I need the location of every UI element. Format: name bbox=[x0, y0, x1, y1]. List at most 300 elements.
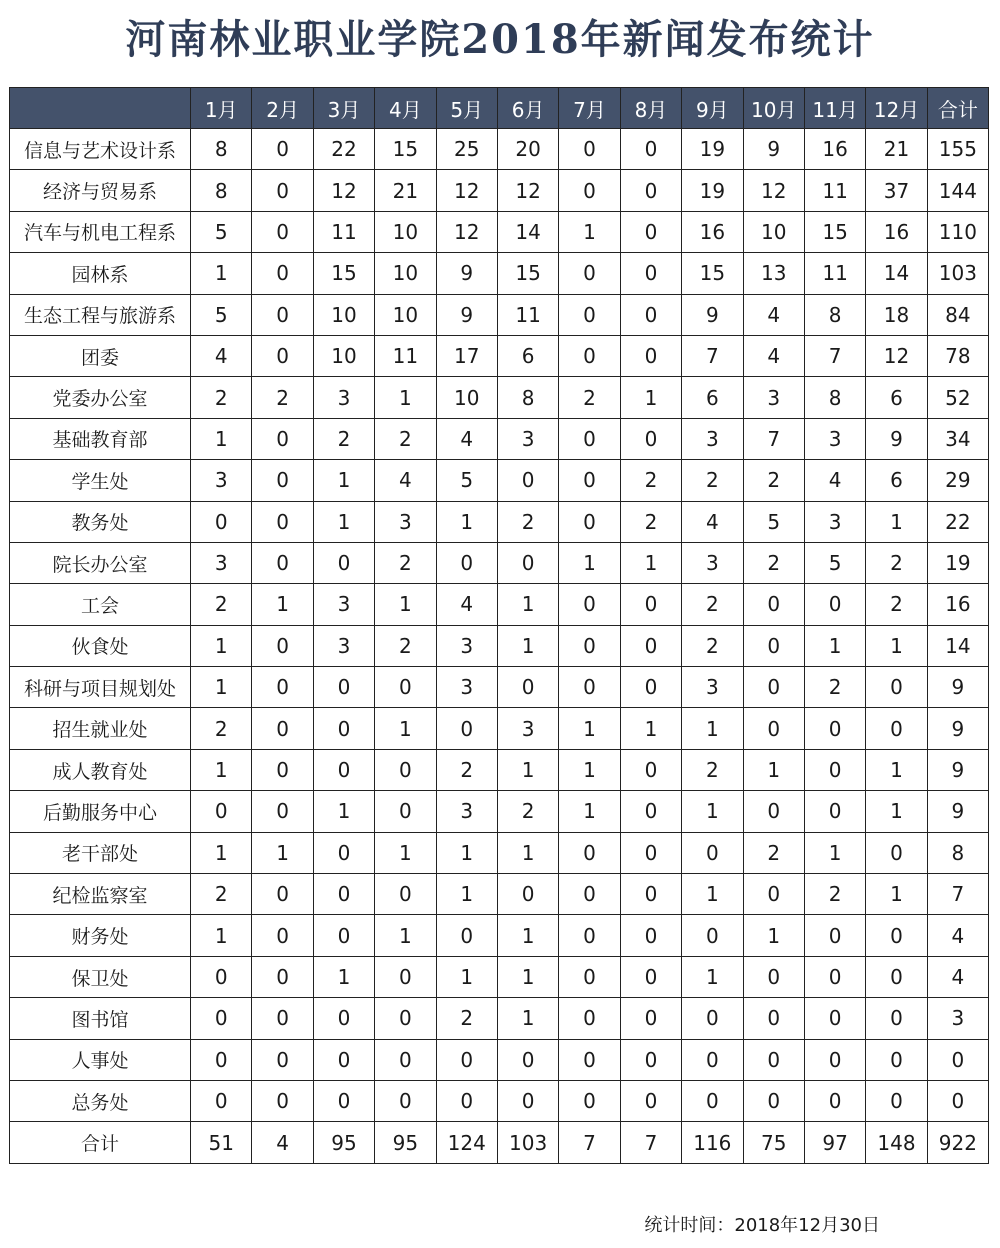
value-cell: 0 bbox=[743, 708, 804, 749]
column-header: 2月 bbox=[252, 88, 313, 129]
table-row bbox=[10, 708, 989, 749]
department-name: 团委 bbox=[10, 335, 191, 376]
department-name: 合计 bbox=[10, 1122, 191, 1164]
value-cell: 0 bbox=[313, 749, 374, 790]
value-cell: 2 bbox=[682, 625, 743, 666]
value-cell: 0 bbox=[620, 791, 681, 832]
value-cell: 0 bbox=[497, 460, 558, 501]
table-row bbox=[10, 584, 989, 625]
value-cell: 0 bbox=[252, 129, 313, 170]
value-cell: 1 bbox=[375, 832, 436, 873]
value-cell: 8 bbox=[804, 294, 865, 335]
value-cell: 3 bbox=[191, 460, 252, 501]
value-cell: 7 bbox=[804, 335, 865, 376]
value-cell: 0 bbox=[866, 956, 927, 997]
value-cell: 25 bbox=[436, 129, 497, 170]
value-cell: 0 bbox=[866, 915, 927, 956]
value-cell: 6 bbox=[866, 460, 927, 501]
value-cell: 1 bbox=[620, 708, 681, 749]
value-cell: 0 bbox=[559, 832, 620, 873]
row-total-cell: 52 bbox=[927, 377, 988, 418]
department-name: 学生处 bbox=[10, 460, 191, 501]
department-name: 保卫处 bbox=[10, 956, 191, 997]
column-header: 5月 bbox=[436, 88, 497, 129]
value-cell: 1 bbox=[313, 460, 374, 501]
value-cell: 0 bbox=[559, 625, 620, 666]
value-cell: 15 bbox=[804, 211, 865, 252]
value-cell: 1 bbox=[682, 791, 743, 832]
value-cell: 1 bbox=[743, 915, 804, 956]
department-name: 总务处 bbox=[10, 1080, 191, 1121]
column-header: 合计 bbox=[927, 88, 988, 129]
value-cell: 0 bbox=[191, 956, 252, 997]
value-cell: 0 bbox=[804, 749, 865, 790]
value-cell: 3 bbox=[743, 377, 804, 418]
value-cell: 1 bbox=[313, 501, 374, 542]
value-cell: 2 bbox=[191, 584, 252, 625]
table-row bbox=[10, 460, 989, 501]
table-row bbox=[10, 253, 989, 294]
row-total-cell: 7 bbox=[927, 874, 988, 915]
value-cell: 0 bbox=[252, 1039, 313, 1080]
row-total-cell: 29 bbox=[927, 460, 988, 501]
table-row bbox=[10, 791, 989, 832]
value-cell: 0 bbox=[559, 998, 620, 1039]
value-cell: 9 bbox=[866, 418, 927, 459]
value-cell: 0 bbox=[191, 501, 252, 542]
value-cell: 0 bbox=[252, 418, 313, 459]
value-cell: 6 bbox=[497, 335, 558, 376]
table-row bbox=[10, 667, 989, 708]
page-title: 河南林业职业学院2018年新闻发布统计 bbox=[125, 16, 875, 63]
value-cell: 0 bbox=[682, 998, 743, 1039]
value-cell: 0 bbox=[620, 625, 681, 666]
value-cell: 4 bbox=[191, 335, 252, 376]
value-cell: 0 bbox=[559, 1080, 620, 1121]
table-row bbox=[10, 915, 989, 956]
value-cell: 0 bbox=[620, 915, 681, 956]
value-cell: 1 bbox=[497, 584, 558, 625]
value-cell: 0 bbox=[743, 998, 804, 1039]
value-cell: 4 bbox=[682, 501, 743, 542]
value-cell: 1 bbox=[313, 956, 374, 997]
value-cell: 116 bbox=[682, 1122, 743, 1164]
department-name: 纪检监察室 bbox=[10, 874, 191, 915]
value-cell: 3 bbox=[804, 418, 865, 459]
value-cell: 12 bbox=[436, 170, 497, 211]
value-cell: 0 bbox=[559, 335, 620, 376]
value-cell: 16 bbox=[682, 211, 743, 252]
value-cell: 1 bbox=[620, 377, 681, 418]
value-cell: 0 bbox=[559, 584, 620, 625]
table-row bbox=[10, 377, 989, 418]
value-cell: 1 bbox=[191, 418, 252, 459]
department-name: 财务处 bbox=[10, 915, 191, 956]
department-name: 老干部处 bbox=[10, 832, 191, 873]
value-cell: 1 bbox=[252, 584, 313, 625]
value-cell: 0 bbox=[375, 998, 436, 1039]
table-row bbox=[10, 998, 989, 1039]
value-cell: 0 bbox=[313, 708, 374, 749]
value-cell: 2 bbox=[620, 501, 681, 542]
value-cell: 0 bbox=[313, 1039, 374, 1080]
value-cell: 10 bbox=[743, 211, 804, 252]
department-name: 教务处 bbox=[10, 501, 191, 542]
value-cell: 0 bbox=[559, 501, 620, 542]
value-cell: 0 bbox=[191, 1080, 252, 1121]
value-cell: 1 bbox=[436, 956, 497, 997]
value-cell: 0 bbox=[743, 584, 804, 625]
value-cell: 2 bbox=[682, 460, 743, 501]
row-total-cell: 9 bbox=[927, 667, 988, 708]
value-cell: 3 bbox=[497, 708, 558, 749]
value-cell: 1 bbox=[497, 832, 558, 873]
value-cell: 0 bbox=[252, 1080, 313, 1121]
value-cell: 0 bbox=[682, 1080, 743, 1121]
row-total-cell: 155 bbox=[927, 129, 988, 170]
value-cell: 1 bbox=[497, 915, 558, 956]
table-row bbox=[10, 749, 989, 790]
table-row bbox=[10, 294, 989, 335]
value-cell: 0 bbox=[252, 294, 313, 335]
value-cell: 14 bbox=[497, 211, 558, 252]
table-header bbox=[10, 88, 989, 129]
value-cell: 1 bbox=[191, 915, 252, 956]
value-cell: 2 bbox=[497, 501, 558, 542]
value-cell: 0 bbox=[743, 874, 804, 915]
value-cell: 97 bbox=[804, 1122, 865, 1164]
value-cell: 0 bbox=[497, 667, 558, 708]
value-cell: 0 bbox=[497, 542, 558, 583]
value-cell: 3 bbox=[313, 377, 374, 418]
value-cell: 2 bbox=[313, 418, 374, 459]
department-name: 伙食处 bbox=[10, 625, 191, 666]
value-cell: 17 bbox=[436, 335, 497, 376]
table-row bbox=[10, 211, 989, 252]
row-total-cell: 78 bbox=[927, 335, 988, 376]
value-cell: 3 bbox=[436, 791, 497, 832]
value-cell: 0 bbox=[436, 1080, 497, 1121]
value-cell: 9 bbox=[682, 294, 743, 335]
value-cell: 1 bbox=[559, 749, 620, 790]
value-cell: 12 bbox=[743, 170, 804, 211]
value-cell: 0 bbox=[252, 874, 313, 915]
department-name: 基础教育部 bbox=[10, 418, 191, 459]
value-cell: 1 bbox=[866, 501, 927, 542]
value-cell: 0 bbox=[743, 625, 804, 666]
value-cell: 0 bbox=[804, 791, 865, 832]
value-cell: 14 bbox=[866, 253, 927, 294]
value-cell: 1 bbox=[559, 791, 620, 832]
value-cell: 0 bbox=[804, 1039, 865, 1080]
value-cell: 3 bbox=[436, 625, 497, 666]
value-cell: 15 bbox=[497, 253, 558, 294]
department-name: 人事处 bbox=[10, 1039, 191, 1080]
column-header: 10月 bbox=[743, 88, 804, 129]
row-total-cell: 922 bbox=[927, 1122, 988, 1164]
value-cell: 1 bbox=[559, 211, 620, 252]
value-cell: 19 bbox=[682, 129, 743, 170]
table-row bbox=[10, 832, 989, 873]
value-cell: 0 bbox=[743, 791, 804, 832]
value-cell: 0 bbox=[191, 1039, 252, 1080]
value-cell: 2 bbox=[559, 377, 620, 418]
value-cell: 0 bbox=[620, 832, 681, 873]
table-row bbox=[10, 501, 989, 542]
value-cell: 0 bbox=[252, 335, 313, 376]
value-cell: 0 bbox=[620, 956, 681, 997]
value-cell: 2 bbox=[743, 460, 804, 501]
value-cell: 11 bbox=[497, 294, 558, 335]
value-cell: 0 bbox=[559, 129, 620, 170]
value-cell: 12 bbox=[497, 170, 558, 211]
department-name: 汽车与机电工程系 bbox=[10, 211, 191, 252]
table-row bbox=[10, 170, 989, 211]
value-cell: 2 bbox=[436, 998, 497, 1039]
value-cell: 7 bbox=[620, 1122, 681, 1164]
value-cell: 51 bbox=[191, 1122, 252, 1164]
value-cell: 2 bbox=[804, 667, 865, 708]
value-cell: 1 bbox=[866, 791, 927, 832]
value-cell: 0 bbox=[252, 542, 313, 583]
value-cell: 3 bbox=[804, 501, 865, 542]
value-cell: 0 bbox=[252, 170, 313, 211]
value-cell: 7 bbox=[743, 418, 804, 459]
value-cell: 0 bbox=[497, 874, 558, 915]
value-cell: 95 bbox=[375, 1122, 436, 1164]
value-cell: 1 bbox=[866, 625, 927, 666]
value-cell: 0 bbox=[559, 294, 620, 335]
value-cell: 2 bbox=[866, 584, 927, 625]
value-cell: 18 bbox=[866, 294, 927, 335]
value-cell: 3 bbox=[497, 418, 558, 459]
value-cell: 0 bbox=[252, 253, 313, 294]
column-header: 7月 bbox=[559, 88, 620, 129]
value-cell: 0 bbox=[804, 915, 865, 956]
value-cell: 2 bbox=[620, 460, 681, 501]
value-cell: 2 bbox=[682, 749, 743, 790]
value-cell: 4 bbox=[436, 584, 497, 625]
row-total-cell: 9 bbox=[927, 749, 988, 790]
value-cell: 0 bbox=[620, 294, 681, 335]
value-cell: 12 bbox=[866, 335, 927, 376]
value-cell: 0 bbox=[191, 998, 252, 1039]
value-cell: 1 bbox=[497, 625, 558, 666]
table-row bbox=[10, 1039, 989, 1080]
header-row bbox=[10, 88, 989, 129]
value-cell: 0 bbox=[436, 542, 497, 583]
value-cell: 5 bbox=[804, 542, 865, 583]
department-name: 后勤服务中心 bbox=[10, 791, 191, 832]
value-cell: 1 bbox=[682, 708, 743, 749]
value-cell: 0 bbox=[497, 1039, 558, 1080]
value-cell: 0 bbox=[804, 708, 865, 749]
value-cell: 0 bbox=[620, 418, 681, 459]
value-cell: 12 bbox=[436, 211, 497, 252]
value-cell: 3 bbox=[682, 667, 743, 708]
value-cell: 2 bbox=[682, 584, 743, 625]
value-cell: 3 bbox=[682, 542, 743, 583]
value-cell: 1 bbox=[866, 749, 927, 790]
value-cell: 1 bbox=[191, 667, 252, 708]
value-cell: 3 bbox=[313, 625, 374, 666]
value-cell: 0 bbox=[620, 584, 681, 625]
row-total-cell: 144 bbox=[927, 170, 988, 211]
table-row bbox=[10, 956, 989, 997]
row-total-cell: 9 bbox=[927, 708, 988, 749]
value-cell: 0 bbox=[313, 832, 374, 873]
value-cell: 0 bbox=[559, 460, 620, 501]
header-corner bbox=[10, 88, 191, 129]
value-cell: 10 bbox=[313, 294, 374, 335]
value-cell: 15 bbox=[682, 253, 743, 294]
value-cell: 2 bbox=[743, 832, 804, 873]
value-cell: 95 bbox=[313, 1122, 374, 1164]
value-cell: 0 bbox=[497, 1080, 558, 1121]
row-total-cell: 16 bbox=[927, 584, 988, 625]
value-cell: 2 bbox=[804, 874, 865, 915]
value-cell: 0 bbox=[743, 1080, 804, 1121]
value-cell: 1 bbox=[375, 377, 436, 418]
value-cell: 0 bbox=[252, 915, 313, 956]
row-total-cell: 19 bbox=[927, 542, 988, 583]
value-cell: 0 bbox=[804, 1080, 865, 1121]
column-header: 4月 bbox=[375, 88, 436, 129]
value-cell: 5 bbox=[436, 460, 497, 501]
value-cell: 5 bbox=[191, 211, 252, 252]
value-cell: 0 bbox=[559, 1039, 620, 1080]
value-cell: 0 bbox=[252, 460, 313, 501]
value-cell: 0 bbox=[620, 129, 681, 170]
value-cell: 3 bbox=[436, 667, 497, 708]
value-cell: 1 bbox=[191, 625, 252, 666]
value-cell: 1 bbox=[620, 542, 681, 583]
value-cell: 0 bbox=[252, 625, 313, 666]
value-cell: 20 bbox=[497, 129, 558, 170]
value-cell: 11 bbox=[804, 170, 865, 211]
table-row bbox=[10, 1080, 989, 1121]
column-header: 9月 bbox=[682, 88, 743, 129]
value-cell: 1 bbox=[191, 749, 252, 790]
department-name: 招生就业处 bbox=[10, 708, 191, 749]
value-cell: 0 bbox=[804, 998, 865, 1039]
department-name: 经济与贸易系 bbox=[10, 170, 191, 211]
row-total-cell: 84 bbox=[927, 294, 988, 335]
value-cell: 2 bbox=[375, 418, 436, 459]
value-cell: 0 bbox=[559, 915, 620, 956]
value-cell: 10 bbox=[436, 377, 497, 418]
value-cell: 1 bbox=[743, 749, 804, 790]
value-cell: 1 bbox=[252, 832, 313, 873]
value-cell: 1 bbox=[804, 625, 865, 666]
value-cell: 1 bbox=[436, 874, 497, 915]
value-cell: 1 bbox=[191, 832, 252, 873]
value-cell: 22 bbox=[313, 129, 374, 170]
value-cell: 9 bbox=[436, 253, 497, 294]
value-cell: 103 bbox=[497, 1122, 558, 1164]
value-cell: 0 bbox=[620, 998, 681, 1039]
table-body bbox=[10, 129, 989, 1164]
value-cell: 0 bbox=[743, 667, 804, 708]
value-cell: 0 bbox=[313, 542, 374, 583]
value-cell: 0 bbox=[866, 667, 927, 708]
value-cell: 0 bbox=[559, 874, 620, 915]
value-cell: 0 bbox=[804, 956, 865, 997]
value-cell: 21 bbox=[375, 170, 436, 211]
value-cell: 0 bbox=[620, 749, 681, 790]
department-name: 园林系 bbox=[10, 253, 191, 294]
value-cell: 1 bbox=[497, 956, 558, 997]
value-cell: 2 bbox=[191, 874, 252, 915]
department-name: 科研与项目规划处 bbox=[10, 667, 191, 708]
table-row bbox=[10, 874, 989, 915]
column-header: 1月 bbox=[191, 88, 252, 129]
column-header: 3月 bbox=[313, 88, 374, 129]
value-cell: 19 bbox=[682, 170, 743, 211]
value-cell: 0 bbox=[620, 170, 681, 211]
value-cell: 15 bbox=[313, 253, 374, 294]
value-cell: 10 bbox=[375, 211, 436, 252]
department-name: 党委办公室 bbox=[10, 377, 191, 418]
value-cell: 0 bbox=[436, 708, 497, 749]
value-cell: 0 bbox=[252, 501, 313, 542]
row-total-cell: 110 bbox=[927, 211, 988, 252]
value-cell: 0 bbox=[620, 1039, 681, 1080]
value-cell: 0 bbox=[436, 915, 497, 956]
value-cell: 1 bbox=[436, 832, 497, 873]
total-row bbox=[10, 1122, 989, 1164]
row-total-cell: 34 bbox=[927, 418, 988, 459]
value-cell: 0 bbox=[559, 170, 620, 211]
row-total-cell: 0 bbox=[927, 1080, 988, 1121]
value-cell: 12 bbox=[313, 170, 374, 211]
value-cell: 0 bbox=[313, 998, 374, 1039]
value-cell: 0 bbox=[620, 1080, 681, 1121]
value-cell: 1 bbox=[804, 832, 865, 873]
row-total-cell: 22 bbox=[927, 501, 988, 542]
value-cell: 0 bbox=[866, 708, 927, 749]
value-cell: 2 bbox=[436, 749, 497, 790]
value-cell: 7 bbox=[682, 335, 743, 376]
value-cell: 0 bbox=[559, 667, 620, 708]
value-cell: 13 bbox=[743, 253, 804, 294]
value-cell: 4 bbox=[436, 418, 497, 459]
table-row bbox=[10, 625, 989, 666]
value-cell: 124 bbox=[436, 1122, 497, 1164]
value-cell: 1 bbox=[375, 915, 436, 956]
value-cell: 1 bbox=[436, 501, 497, 542]
table-row bbox=[10, 542, 989, 583]
value-cell: 0 bbox=[313, 915, 374, 956]
value-cell: 5 bbox=[191, 294, 252, 335]
department-name: 信息与艺术设计系 bbox=[10, 129, 191, 170]
value-cell: 1 bbox=[375, 708, 436, 749]
value-cell: 0 bbox=[559, 418, 620, 459]
value-cell: 3 bbox=[375, 501, 436, 542]
value-cell: 6 bbox=[682, 377, 743, 418]
value-cell: 1 bbox=[866, 874, 927, 915]
value-cell: 16 bbox=[866, 211, 927, 252]
value-cell: 5 bbox=[743, 501, 804, 542]
value-cell: 1 bbox=[497, 998, 558, 1039]
column-header: 11月 bbox=[804, 88, 865, 129]
value-cell: 0 bbox=[375, 749, 436, 790]
value-cell: 0 bbox=[559, 253, 620, 294]
value-cell: 6 bbox=[866, 377, 927, 418]
value-cell: 2 bbox=[191, 708, 252, 749]
value-cell: 0 bbox=[682, 832, 743, 873]
value-cell: 8 bbox=[804, 377, 865, 418]
